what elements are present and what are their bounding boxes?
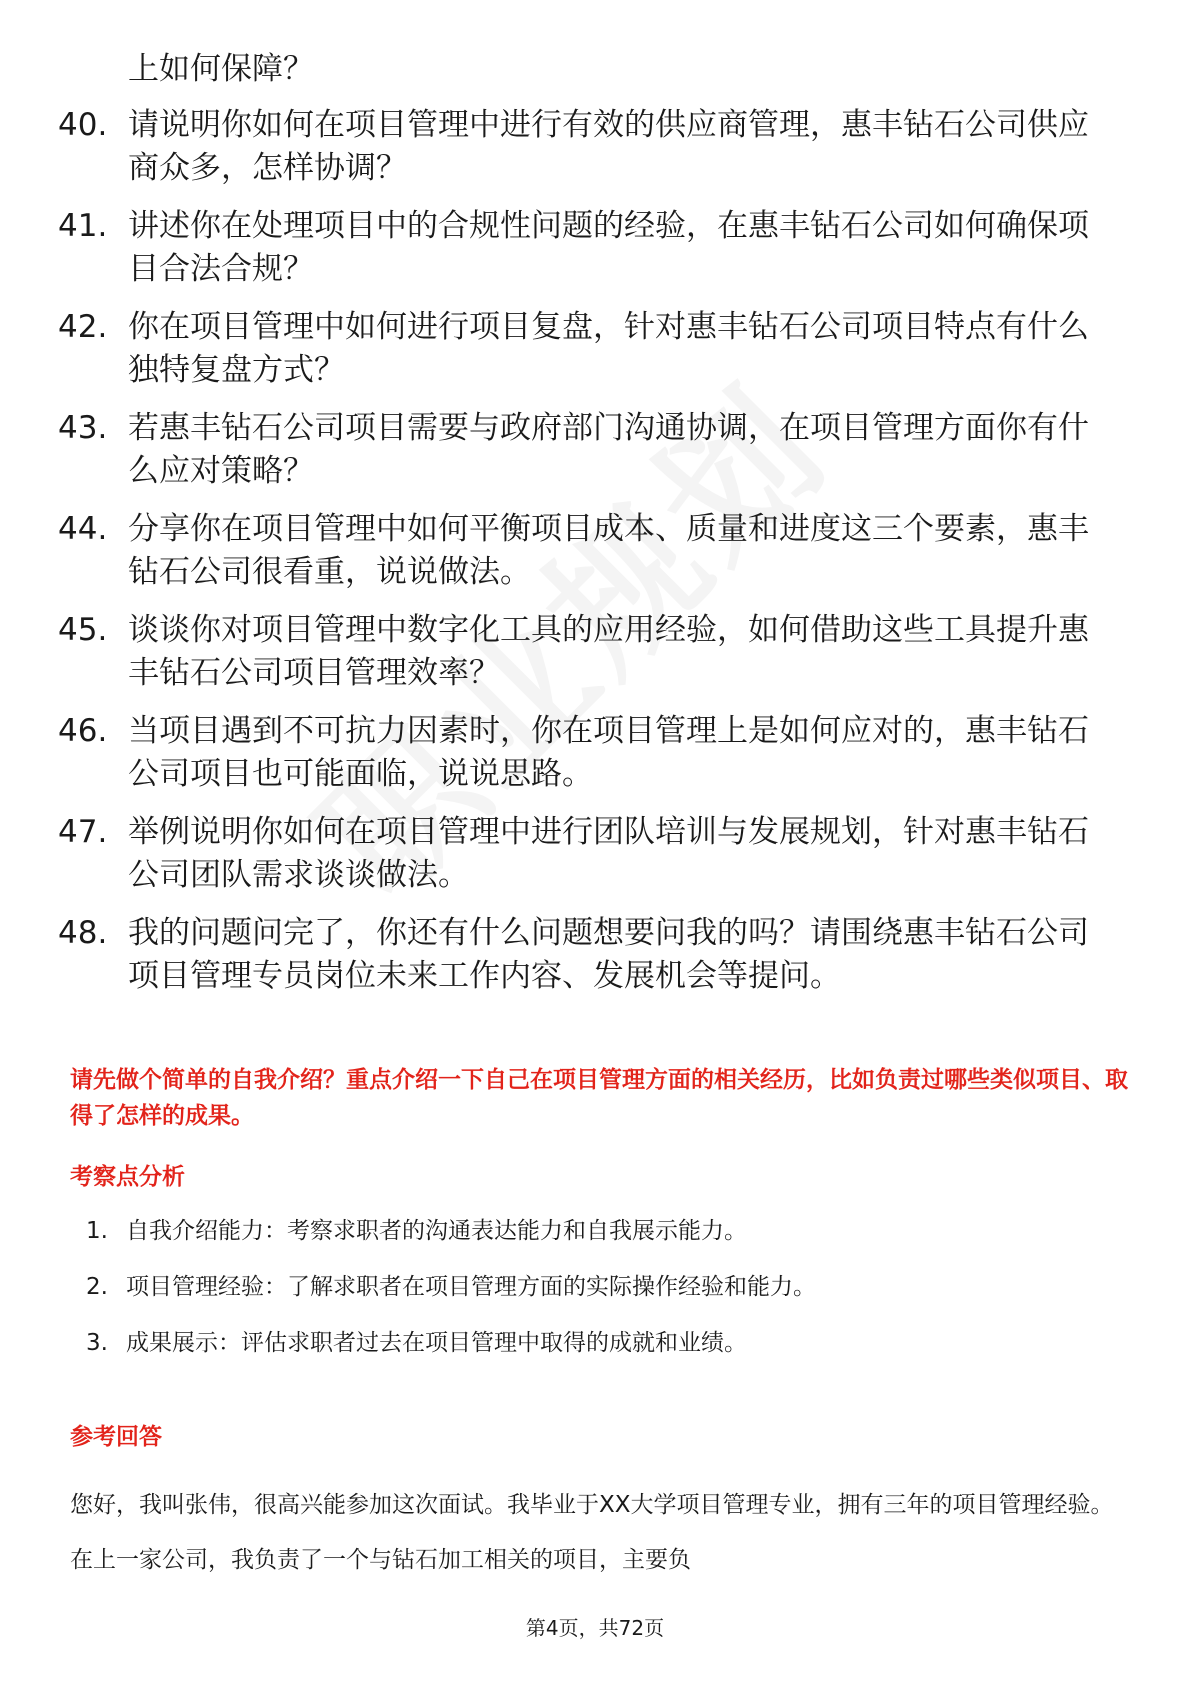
highlight-question: 请先做个简单的自我介绍？重点介绍一下自己在项目管理方面的相关经历，比如负责过哪些类似项目、取得了怎样的成果。: [70, 1067, 1128, 1129]
list-item: [58, 407, 1118, 493]
reference-title: 参考回答: [70, 1424, 162, 1450]
item-text: 当项目遇到不可抗力因素时，你在项目管理上是如何应对的，惠丰钻石公司项目也可能面临，说说思路。: [128, 713, 1089, 792]
list-item: [86, 1326, 1126, 1360]
item-number: 41.: [58, 208, 108, 244]
list-item: [58, 609, 1118, 695]
list-item: [58, 912, 1118, 998]
item-number: 1.: [86, 1218, 108, 1244]
item-number: 47.: [58, 814, 108, 850]
list-item: [58, 508, 1118, 594]
page-footer: 第4页，共72页: [525, 1616, 665, 1640]
list-item: [58, 205, 1118, 291]
analysis-list: [86, 1214, 1126, 1382]
item-number: 40.: [58, 107, 108, 143]
list-item: [58, 811, 1118, 897]
item-text: 我的问题问完了，你还有什么问题想要问我的吗？请围绕惠丰钻石公司项目管理专员岗位未来工作内容、发展机会等提问。: [128, 915, 1089, 994]
item-text: 你在项目管理中如何进行项目复盘，针对惠丰钻石公司项目特点有什么独特复盘方式？: [128, 309, 1089, 388]
item-number: 43.: [58, 410, 108, 446]
item-text: 谈谈你对项目管理中数字化工具的应用经验，如何借助这些工具提升惠丰钻石公司项目管理效率？: [128, 612, 1089, 691]
list-item: [58, 306, 1118, 392]
item-number: 48.: [58, 915, 108, 951]
item-text: 项目管理经验：了解求职者在项目管理方面的实际操作经验和能力。: [126, 1274, 816, 1300]
question-list: [58, 48, 1118, 1013]
item-text: 讲述你在处理项目中的合规性问题的经验，在惠丰钻石公司如何确保项目合法合规？: [128, 208, 1089, 287]
item-number: 44.: [58, 511, 108, 547]
item-number: 45.: [58, 612, 108, 648]
reference-answer: 您好，我叫张伟，很高兴能参加这次面试。我毕业于XX大学项目管理专业，拥有三年的项目管理经验。在上一家公司，我负责了一个与钻石加工相关的项目，主要负: [70, 1492, 1114, 1573]
list-item: [86, 1214, 1126, 1248]
list-item: [86, 1270, 1126, 1304]
item-number: 42.: [58, 309, 108, 345]
list-item: [58, 710, 1118, 796]
item-number: 2.: [86, 1274, 108, 1300]
analysis-title: 考察点分析: [70, 1164, 185, 1190]
item-text: 请说明你如何在项目管理中进行有效的供应商管理，惠丰钻石公司供应商众多，怎样协调？: [128, 107, 1089, 186]
item-text: 上如何保障？: [128, 51, 314, 87]
item-number: 3.: [86, 1330, 108, 1356]
item-number: 46.: [58, 713, 108, 749]
item-text: 自我介绍能力：考察求职者的沟通表达能力和自我展示能力。: [126, 1218, 747, 1244]
item-text: 举例说明你如何在项目管理中进行团队培训与发展规划，针对惠丰钻石公司团队需求谈谈做法。: [128, 814, 1089, 893]
item-text: 若惠丰钻石公司项目需要与政府部门沟通协调，在项目管理方面你有什么应对策略？: [128, 410, 1089, 489]
list-item: [58, 48, 1118, 91]
item-text: 成果展示：评估求职者过去在项目管理中取得的成就和业绩。: [126, 1330, 747, 1356]
item-text: 分享你在项目管理中如何平衡项目成本、质量和进度这三个要素，惠丰钻石公司很看重，说说做法。: [128, 511, 1089, 590]
list-item: [58, 104, 1118, 190]
